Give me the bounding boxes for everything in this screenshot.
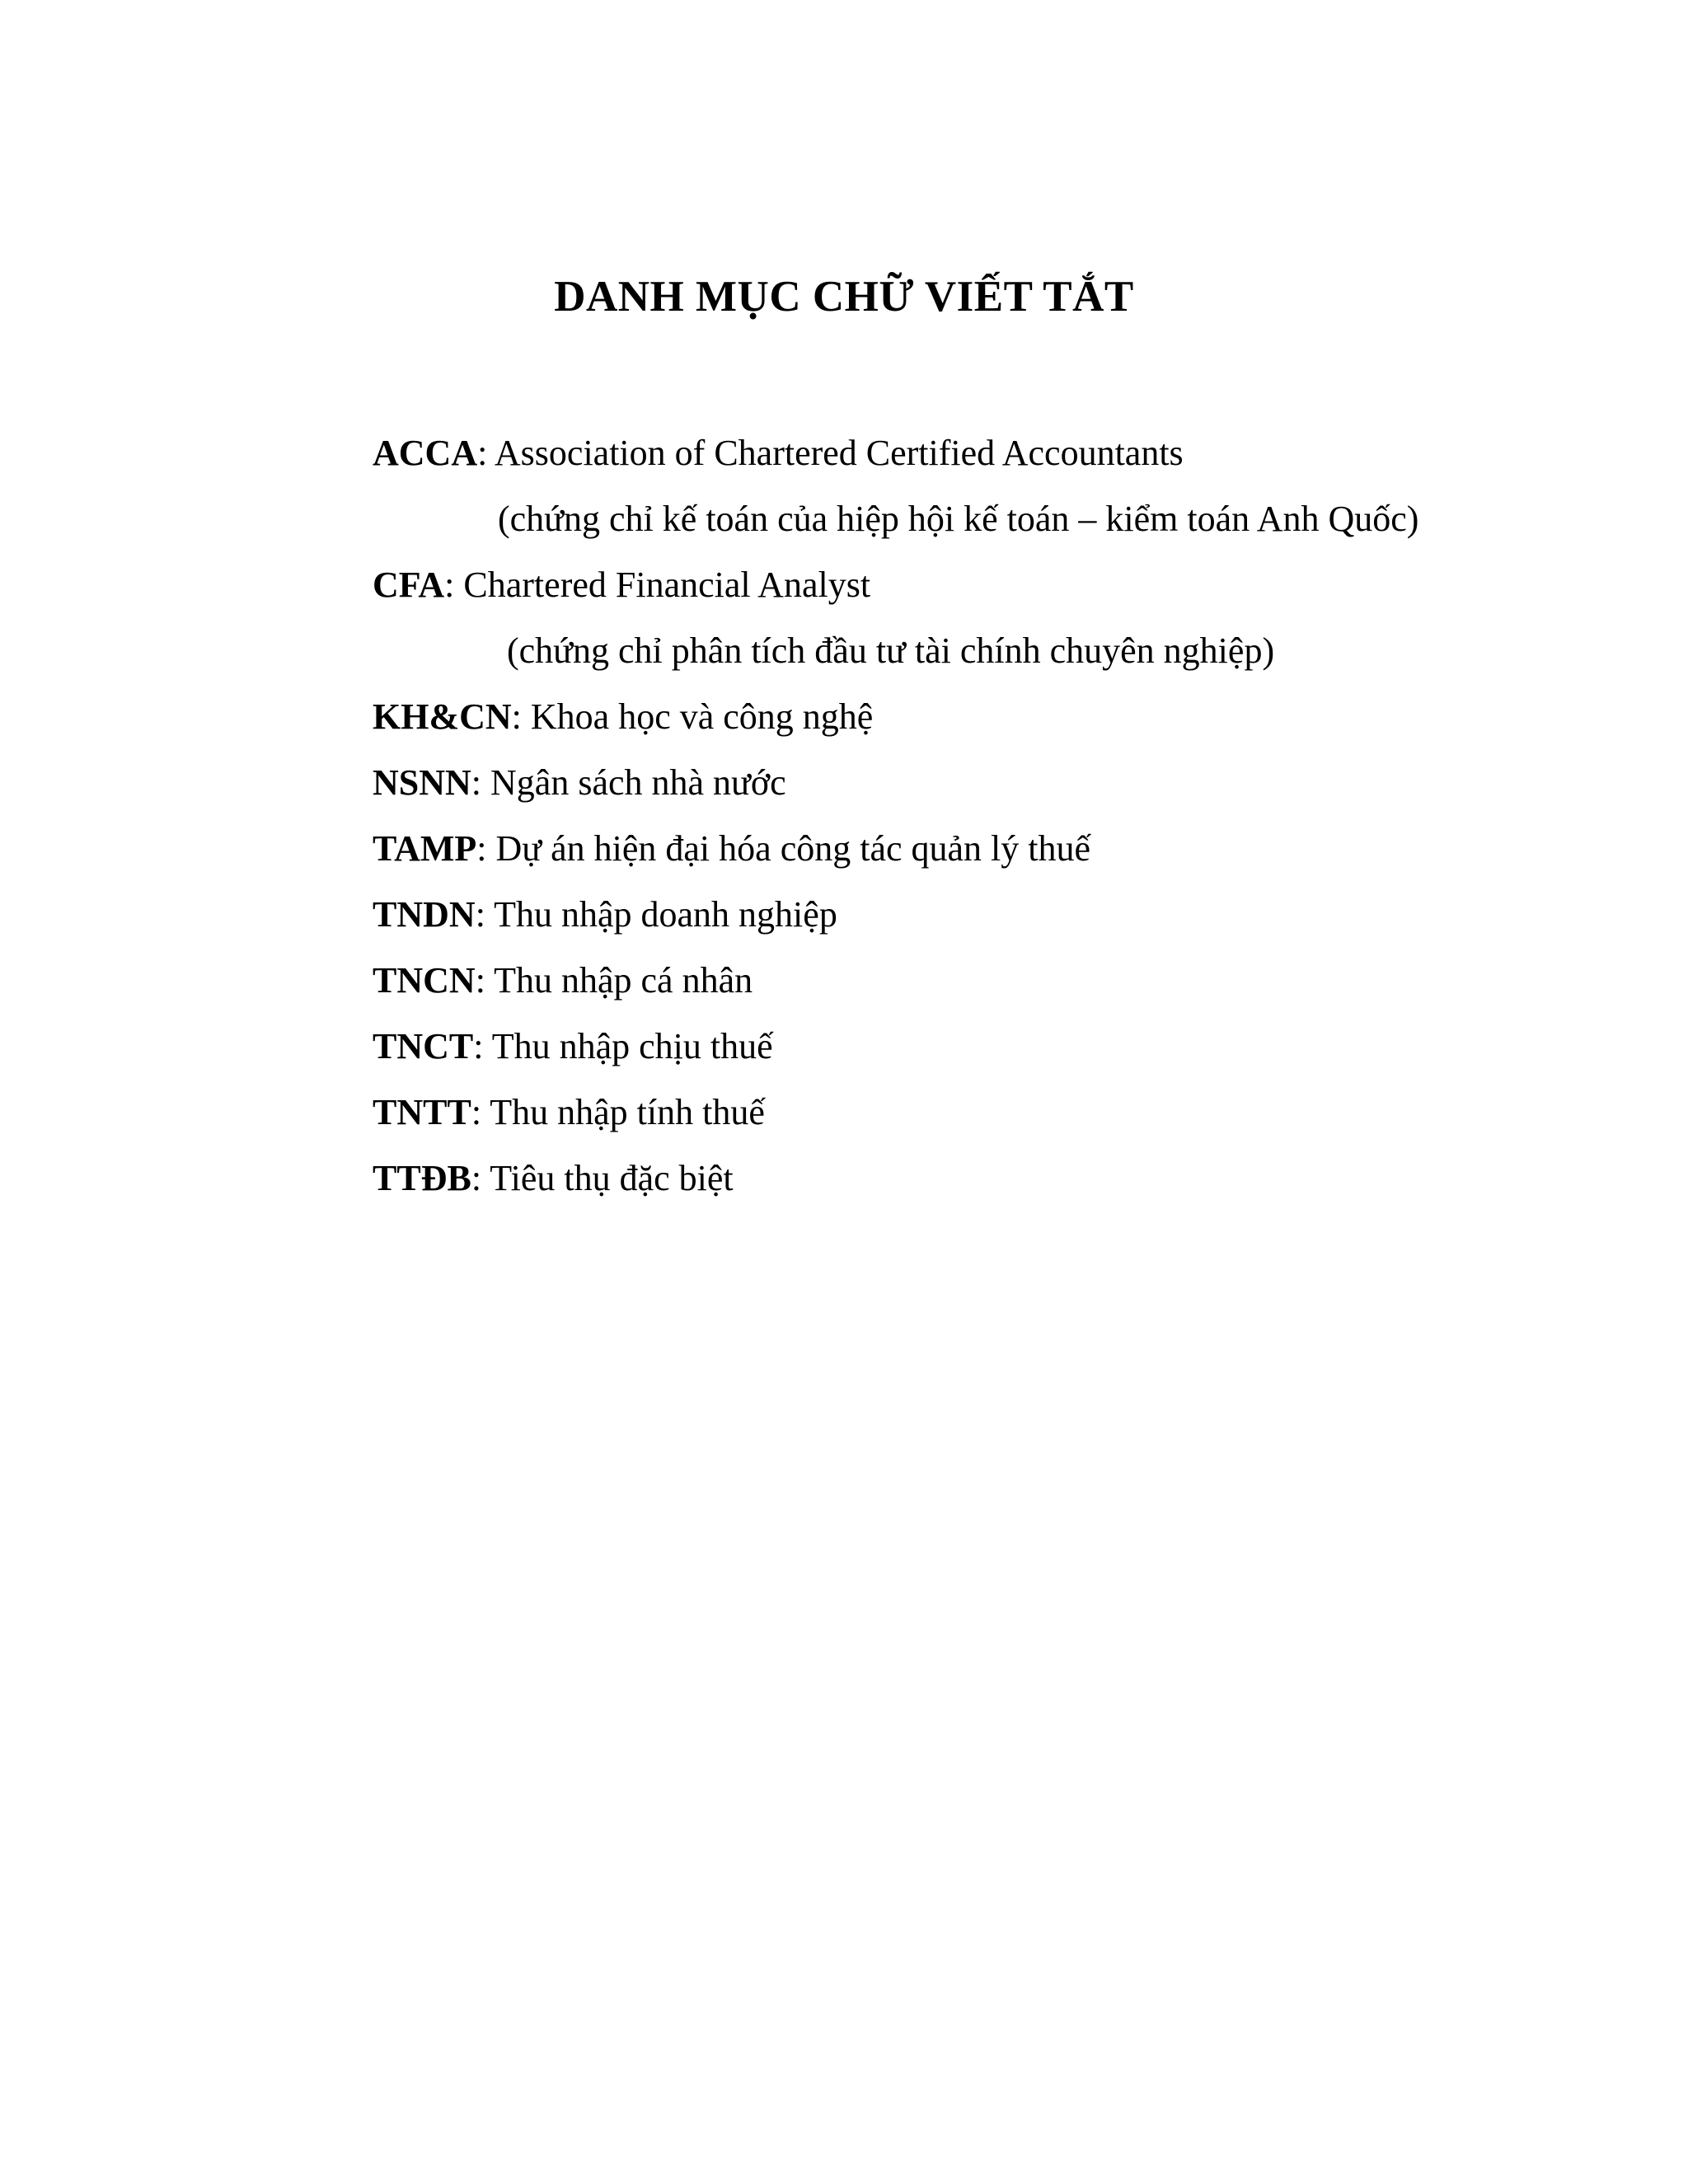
abbreviation-separator: : [477, 433, 495, 473]
abbreviation-term: TNCT [373, 1026, 474, 1066]
abbreviation-definition: Thu nhập tính thuế [490, 1092, 765, 1132]
abbreviation-term: TAMP [373, 828, 477, 869]
abbreviation-term: TNCN [373, 960, 476, 1001]
abbreviation-entry-tndn [373, 882, 1609, 948]
abbreviation-entry-tamp [373, 816, 1609, 882]
abbreviation-entry-tntt [373, 1080, 1609, 1146]
abbreviation-term: KH&CN [373, 696, 512, 737]
abbreviation-term: TNTT [373, 1092, 471, 1132]
abbreviation-term: ACCA [373, 433, 478, 473]
abbreviation-entry-ttdb [373, 1146, 1609, 1212]
abbreviation-separator: : [444, 565, 464, 605]
abbreviation-separator: : [475, 960, 495, 1001]
abbreviation-term: TTĐB [373, 1158, 471, 1198]
abbreviation-term: NSNN [373, 762, 471, 803]
abbreviation-separator: : [471, 1158, 490, 1198]
abbreviation-entry-khcn [373, 684, 1609, 750]
abbreviation-entry-acca [373, 420, 1609, 486]
abbreviation-definition: Thu nhập doanh nghiệp [494, 894, 837, 935]
abbreviation-entry-tnct [373, 1014, 1609, 1080]
abbreviation-definition: Ngân sách nhà nước [490, 762, 786, 803]
abbreviation-definition: Thu nhập chịu thuế [491, 1026, 773, 1066]
page-title: DANH MỤC CHỮ VIẾT TẮT [554, 273, 1134, 321]
abbreviation-definition: Association of Chartered Certified Accountants [494, 433, 1184, 473]
abbreviation-definition: Tiêu thụ đặc biệt [490, 1158, 734, 1198]
abbreviation-term: TNDN [373, 894, 476, 935]
abbreviation-definition: Chartered Financial Analyst [463, 565, 871, 605]
abbreviation-separator: : [476, 828, 496, 869]
abbreviation-note-cfa: (chứng chỉ phân tích đầu tư tài chính chuyên nghiệp) [507, 630, 1275, 671]
abbreviation-definition: Khoa học và công nghệ [530, 696, 874, 737]
abbreviation-note-acca: (chứng chỉ kế toán của hiệp hội kế toán – kiểm toán Anh Quốc) [498, 499, 1419, 539]
abbreviation-separator: : [475, 894, 495, 935]
abbreviation-term: CFA [373, 565, 445, 605]
abbreviation-entry-cfa [373, 552, 1609, 618]
abbreviation-separator: : [473, 1026, 492, 1066]
abbreviation-entry-tncn [373, 948, 1609, 1014]
abbreviation-definition: Thu nhập cá nhân [494, 960, 753, 1001]
abbreviation-entry-nsnn [373, 750, 1609, 816]
abbreviation-list [373, 420, 1609, 1212]
abbreviation-separator: : [471, 1092, 490, 1132]
abbreviation-definition: Dự án hiện đại hóa công tác quản lý thuế [495, 828, 1091, 869]
abbreviation-separator: : [471, 762, 491, 803]
abbreviation-separator: : [511, 696, 531, 737]
